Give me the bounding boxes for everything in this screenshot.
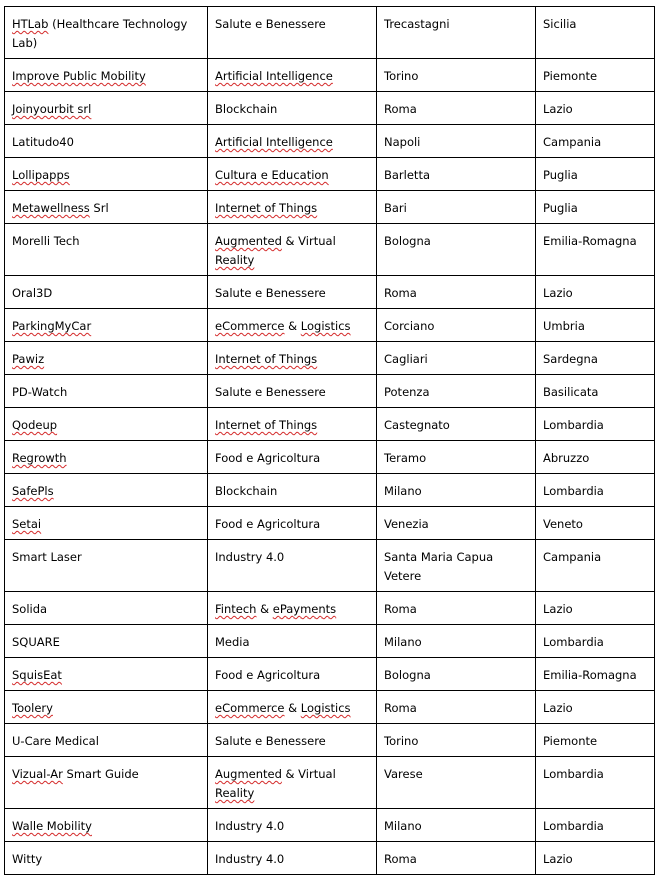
city-cell: Torino [377,724,536,757]
table-row [5,59,655,92]
table-row [5,276,655,309]
sector-cell: Salute e Benessere [208,375,377,408]
table-row [5,625,655,658]
region-cell: Lombardia [536,757,655,809]
sector-cell: Fintech & ePayments [208,592,377,625]
table-row [5,7,655,59]
sector-cell: Food e Agricoltura [208,441,377,474]
table-row [5,224,655,276]
table-row [5,375,655,408]
table-row [5,309,655,342]
company-cell: Smart Laser [5,540,208,592]
company-cell: SQUARE [5,625,208,658]
company-cell: Toolery [5,691,208,724]
sector-cell: Internet of Things [208,191,377,224]
company-cell: SafePls [5,474,208,507]
sector-cell: Industry 4.0 [208,809,377,842]
table-row [5,691,655,724]
sector-cell: Industry 4.0 [208,540,377,592]
sector-cell: Food e Agricoltura [208,658,377,691]
table-body [5,7,655,875]
region-cell: Puglia [536,191,655,224]
region-cell: Emilia-Romagna [536,658,655,691]
city-cell: Milano [377,474,536,507]
sector-cell: Media [208,625,377,658]
table-row [5,809,655,842]
city-cell: Roma [377,276,536,309]
city-cell: Milano [377,625,536,658]
sector-cell: Salute e Benessere [208,724,377,757]
company-cell: Morelli Tech [5,224,208,276]
city-cell: Potenza [377,375,536,408]
sector-cell: Cultura e Education [208,158,377,191]
sector-cell: Food e Agricoltura [208,507,377,540]
city-cell: Trecastagni [377,7,536,59]
sector-cell: Artificial Intelligence [208,125,377,158]
sector-cell: Blockchain [208,92,377,125]
sector-cell: Salute e Benessere [208,276,377,309]
table-row [5,507,655,540]
table-row [5,658,655,691]
region-cell: Lazio [536,842,655,875]
sector-cell: Blockchain [208,474,377,507]
table-row [5,441,655,474]
city-cell: Bologna [377,658,536,691]
sector-cell: Salute e Benessere [208,7,377,59]
company-cell: U-Care Medical [5,724,208,757]
region-cell: Lombardia [536,474,655,507]
table-row [5,592,655,625]
region-cell: Umbria [536,309,655,342]
sector-cell: Internet of Things [208,342,377,375]
sector-cell: eCommerce & Logistics [208,691,377,724]
city-cell: Napoli [377,125,536,158]
startup-table [4,6,655,875]
table-row [5,191,655,224]
company-cell: HTLab (Healthcare Technology Lab) [5,7,208,59]
city-cell: Roma [377,842,536,875]
city-cell: Teramo [377,441,536,474]
region-cell: Lazio [536,276,655,309]
city-cell: Bari [377,191,536,224]
sector-cell: eCommerce & Logistics [208,309,377,342]
company-cell: Latitudo40 [5,125,208,158]
city-cell: Castegnato [377,408,536,441]
table-row [5,158,655,191]
region-cell: Piemonte [536,59,655,92]
company-cell: PD-Watch [5,375,208,408]
company-cell: Oral3D [5,276,208,309]
region-cell: Sardegna [536,342,655,375]
table-row [5,342,655,375]
city-cell: Santa Maria Capua Vetere [377,540,536,592]
company-cell: Vizual-Ar Smart Guide [5,757,208,809]
region-cell: Campania [536,540,655,592]
table-row [5,724,655,757]
company-cell: Qodeup [5,408,208,441]
region-cell: Piemonte [536,724,655,757]
sector-cell: Augmented & Virtual Reality [208,224,377,276]
city-cell: Varese [377,757,536,809]
city-cell: Corciano [377,309,536,342]
company-cell: Regrowth [5,441,208,474]
region-cell: Emilia-Romagna [536,224,655,276]
table-row [5,540,655,592]
company-cell: ParkingMyCar [5,309,208,342]
city-cell: Barletta [377,158,536,191]
company-cell: Joinyourbit srl [5,92,208,125]
city-cell: Bologna [377,224,536,276]
region-cell: Puglia [536,158,655,191]
region-cell: Lazio [536,592,655,625]
company-cell: Walle Mobility [5,809,208,842]
company-cell: Metawellness Srl [5,191,208,224]
city-cell: Roma [377,92,536,125]
company-cell: Improve Public Mobility [5,59,208,92]
region-cell: Sicilia [536,7,655,59]
region-cell: Basilicata [536,375,655,408]
company-cell: Setai [5,507,208,540]
region-cell: Lazio [536,92,655,125]
region-cell: Lombardia [536,809,655,842]
city-cell: Milano [377,809,536,842]
company-cell: Solida [5,592,208,625]
region-cell: Campania [536,125,655,158]
company-cell: Lollipapps [5,158,208,191]
city-cell: Torino [377,59,536,92]
table-row [5,125,655,158]
city-cell: Venezia [377,507,536,540]
region-cell: Lombardia [536,625,655,658]
sector-cell: Industry 4.0 [208,842,377,875]
city-cell: Roma [377,592,536,625]
region-cell: Veneto [536,507,655,540]
company-cell: SquisEat [5,658,208,691]
table-row [5,474,655,507]
region-cell: Lazio [536,691,655,724]
table-row [5,842,655,875]
sector-cell: Augmented & Virtual Reality [208,757,377,809]
table-row [5,408,655,441]
company-cell: Pawiz [5,342,208,375]
sector-cell: Internet of Things [208,408,377,441]
table-row [5,757,655,809]
sector-cell: Artificial Intelligence [208,59,377,92]
region-cell: Abruzzo [536,441,655,474]
company-cell: Witty [5,842,208,875]
city-cell: Roma [377,691,536,724]
city-cell: Cagliari [377,342,536,375]
region-cell: Lombardia [536,408,655,441]
table-row [5,92,655,125]
